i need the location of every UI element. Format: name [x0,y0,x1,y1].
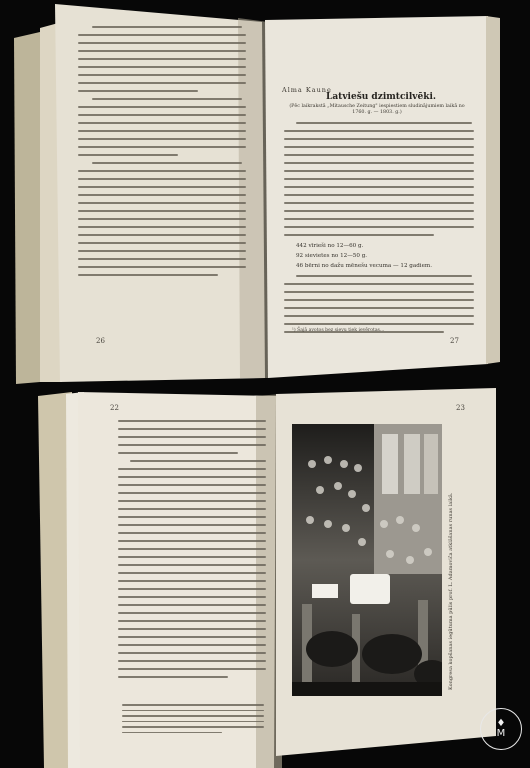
page-number: 23 [456,404,465,412]
page-number: 26 [96,337,105,345]
page-number: 22 [110,404,119,412]
stat-line-women: 92 sievietes no 12—50 g. [296,253,368,259]
watermark-diamond-icon: ♦ [496,718,506,729]
watermark-logo [480,708,522,750]
photo-caption: Kongresa kopšanas iegūtuma pūlis prof. L. Adamoviča atklāšanas runas laikā. [448,492,454,690]
right-page-body-text [284,122,474,242]
article-subtitle: (Pēc laikrakstā „Mitausche Zeitung" iespiestiem sludinājumiem laikā no 1760. g. — 1803. g.) [289,104,465,115]
article-title: Latviešu dzimtcilvēki. [326,92,436,102]
stat-line-men: 442 vīrieši no 12—60 g. [296,243,364,249]
stat-line-children: 46 bērni no dažu mēnešu vecuma — 12 gadiem. [296,263,432,269]
page-number: 27 [450,337,459,345]
left-page-body-text [118,420,266,684]
congress-photograph-illustration [292,424,442,696]
top-left-page [72,20,252,350]
congress-photograph [292,424,442,696]
bottom-book-photo [0,384,530,768]
footnote: ¹) Šajā avotos bez sievu tiek ievērotas... [292,328,385,333]
watermark-letter: M [496,728,506,739]
left-page-body-text [78,26,246,282]
left-page-footnotes [122,704,264,737]
article-author: Alma Kaune [282,86,332,94]
